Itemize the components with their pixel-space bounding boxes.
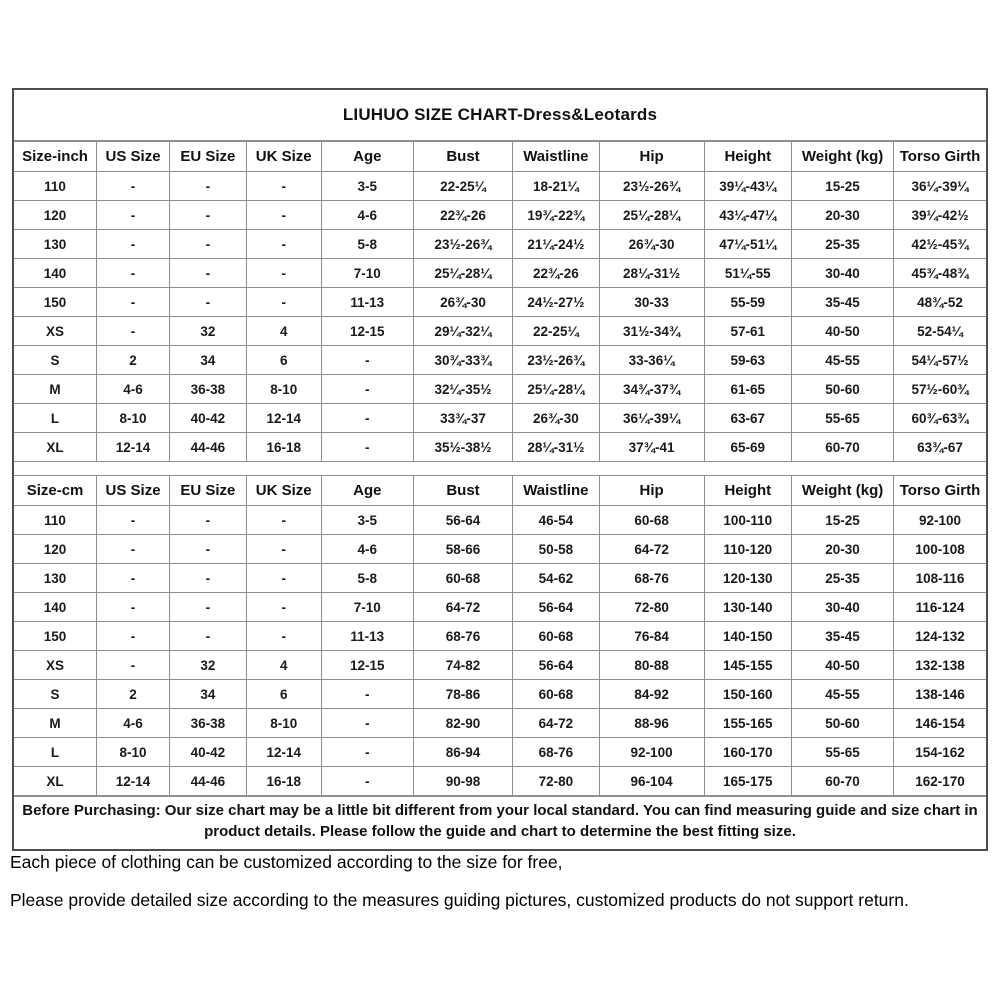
table-cell: -: [170, 259, 247, 288]
table-cell: 45-55: [792, 680, 894, 709]
table-cell: 35-45: [792, 288, 894, 317]
table-cell: -: [170, 288, 247, 317]
table-cell: 60-70: [792, 433, 894, 462]
table-cell: 55-65: [792, 404, 894, 433]
size-chart: [12, 88, 988, 851]
column-header: Hip: [599, 142, 704, 172]
table-cell: 7-10: [321, 259, 413, 288]
table-cell: -: [97, 317, 170, 346]
table-cell: 64-72: [413, 593, 512, 622]
table-row: [14, 172, 986, 201]
table-row: [14, 535, 986, 564]
table-cell: 40-42: [170, 404, 247, 433]
table-cell: 140: [14, 593, 97, 622]
table-cell: 82-90: [413, 709, 512, 738]
table-cell: 20-30: [792, 201, 894, 230]
table-cell: 88-96: [599, 709, 704, 738]
table-cell: 145-155: [704, 651, 791, 680]
size-table-cm: [14, 475, 986, 796]
table-cell: 44-46: [170, 767, 247, 796]
table-cell: -: [97, 593, 170, 622]
table-cell: 4-6: [321, 201, 413, 230]
table-cell: 68-76: [513, 738, 600, 767]
table-cell: 26¾-30: [513, 404, 600, 433]
table-cell: 74-82: [413, 651, 512, 680]
table-cell: 23½-26¾: [513, 346, 600, 375]
table-cell: 116-124: [894, 593, 986, 622]
table-cell: 45-55: [792, 346, 894, 375]
table-cell: -: [246, 259, 321, 288]
table-cell: -: [170, 201, 247, 230]
table-cell: 54-62: [513, 564, 600, 593]
table-cell: 72-80: [599, 593, 704, 622]
table-cell: 35½-38½: [413, 433, 512, 462]
table-cell: 60¾-63¾: [894, 404, 986, 433]
table-cell: 30-33: [599, 288, 704, 317]
table-cell: 86-94: [413, 738, 512, 767]
size-table-inch: [14, 141, 986, 462]
column-header: Age: [321, 476, 413, 506]
table-cell: 68-76: [599, 564, 704, 593]
table-cell: 23½-26¾: [599, 172, 704, 201]
table-cell: 16-18: [246, 767, 321, 796]
table-cell: -: [170, 622, 247, 651]
table-cell: -: [97, 535, 170, 564]
table-cell: 20-30: [792, 535, 894, 564]
column-header: US Size: [97, 476, 170, 506]
table-cell: 68-76: [413, 622, 512, 651]
column-header: Bust: [413, 142, 512, 172]
table-cell: -: [170, 535, 247, 564]
table-cell: 2: [97, 346, 170, 375]
table-cell: 120: [14, 535, 97, 564]
table-cell: -: [246, 564, 321, 593]
column-header: Height: [704, 142, 791, 172]
table-cell: 12-15: [321, 317, 413, 346]
table-cell: 146-154: [894, 709, 986, 738]
table-cell: 15-25: [792, 172, 894, 201]
table-cell: 36-38: [170, 375, 247, 404]
table-cell: -: [321, 767, 413, 796]
table-cell: 25¼-28¼: [599, 201, 704, 230]
table-cell: 6: [246, 680, 321, 709]
table-row: [14, 259, 986, 288]
table-cell: -: [97, 201, 170, 230]
table-cell: 19¾-22¾: [513, 201, 600, 230]
table-cell: 28¼-31½: [513, 433, 600, 462]
table-cell: -: [246, 201, 321, 230]
table-cell: -: [97, 506, 170, 535]
table-cell: 64-72: [599, 535, 704, 564]
table-cell: -: [246, 622, 321, 651]
table-cell: -: [170, 564, 247, 593]
table-cell: 33¾-37: [413, 404, 512, 433]
table-cell: 22¾-26: [513, 259, 600, 288]
table-cell: 50-60: [792, 375, 894, 404]
table-cell: 36¼-39¼: [599, 404, 704, 433]
table-cell: 26¾-30: [599, 230, 704, 259]
table-cell: 4-6: [321, 535, 413, 564]
table-cell: -: [246, 535, 321, 564]
table-cell: 40-50: [792, 651, 894, 680]
table-cell: 50-58: [513, 535, 600, 564]
table-cell: 120: [14, 201, 97, 230]
column-header: Bust: [413, 476, 512, 506]
table-cell: 150: [14, 622, 97, 651]
table-cell: 8-10: [246, 375, 321, 404]
table-cell: 50-60: [792, 709, 894, 738]
table-cell: 5-8: [321, 564, 413, 593]
column-header: Weight (kg): [792, 142, 894, 172]
table-row: [14, 288, 986, 317]
table-cell: 110: [14, 506, 97, 535]
table-cell: XS: [14, 651, 97, 680]
table-cell: 55-65: [792, 738, 894, 767]
table-cell: 84-92: [599, 680, 704, 709]
note-no-return: Please provide detailed size according to the measures guiding pictures, customized products do not support return.: [10, 890, 909, 910]
table-cell: 2: [97, 680, 170, 709]
table-cell: 138-146: [894, 680, 986, 709]
table-cell: 56-64: [513, 593, 600, 622]
table-cell: 60-68: [413, 564, 512, 593]
table-gap: [14, 462, 986, 475]
table-row: [14, 230, 986, 259]
table-cell: -: [97, 564, 170, 593]
table-cell: 22-25¼: [513, 317, 600, 346]
table-cell: XS: [14, 317, 97, 346]
table-cell: 11-13: [321, 288, 413, 317]
table-row: [14, 680, 986, 709]
table-cell: 90-98: [413, 767, 512, 796]
table-cell: -: [321, 680, 413, 709]
table-cell: 26¾-30: [413, 288, 512, 317]
table-cell: 65-69: [704, 433, 791, 462]
table-cell: 25¼-28¼: [513, 375, 600, 404]
table-cell: 60-68: [599, 506, 704, 535]
table-cell: 150-160: [704, 680, 791, 709]
table-cell: 124-132: [894, 622, 986, 651]
table-cell: 63-67: [704, 404, 791, 433]
column-header: Height: [704, 476, 791, 506]
header-row: [14, 476, 986, 506]
column-header: EU Size: [170, 142, 247, 172]
table-cell: -: [97, 172, 170, 201]
table-cell: -: [97, 288, 170, 317]
table-cell: 57-61: [704, 317, 791, 346]
table-cell: 21¼-24½: [513, 230, 600, 259]
table-cell: 30-40: [792, 593, 894, 622]
table-cell: 52-54¼: [894, 317, 986, 346]
table-cell: M: [14, 709, 97, 738]
table-row: [14, 433, 986, 462]
table-cell: 162-170: [894, 767, 986, 796]
table-cell: 47¼-51¼: [704, 230, 791, 259]
table-cell: 4: [246, 317, 321, 346]
column-header: EU Size: [170, 476, 247, 506]
table-cell: 39¼-42½: [894, 201, 986, 230]
table-cell: 34¾-37¾: [599, 375, 704, 404]
before-purchasing-note: Before Purchasing: Our size chart may be a little bit different from your local standard. You can find measuring guide and size chart in product details. Please follow the guide and chart to determine the best fitting size.: [14, 796, 986, 849]
table-cell: 64-72: [513, 709, 600, 738]
table-cell: 4-6: [97, 709, 170, 738]
table-row: [14, 506, 986, 535]
table-row: [14, 404, 986, 433]
column-header: UK Size: [246, 476, 321, 506]
column-header: Hip: [599, 476, 704, 506]
table-row: [14, 346, 986, 375]
table-cell: 155-165: [704, 709, 791, 738]
table-cell: 63¾-67: [894, 433, 986, 462]
table-cell: 59-63: [704, 346, 791, 375]
table-cell: XL: [14, 767, 97, 796]
table-cell: 32¼-35½: [413, 375, 512, 404]
note-customized-free: Each piece of clothing can be customized according to the size for free,: [10, 852, 563, 872]
table-cell: 30¾-33¾: [413, 346, 512, 375]
table-cell: 8-10: [97, 404, 170, 433]
table-cell: -: [97, 259, 170, 288]
table-cell: -: [321, 404, 413, 433]
table-cell: 48¾-52: [894, 288, 986, 317]
table-cell: 60-70: [792, 767, 894, 796]
table-cell: 120-130: [704, 564, 791, 593]
table-cell: 24½-27½: [513, 288, 600, 317]
table-cell: 100-110: [704, 506, 791, 535]
table-cell: 80-88: [599, 651, 704, 680]
table-row: [14, 651, 986, 680]
table-cell: 61-65: [704, 375, 791, 404]
table-cell: 29¼-32¼: [413, 317, 512, 346]
table-cell: 23½-26¾: [413, 230, 512, 259]
table-row: [14, 738, 986, 767]
table-cell: 15-25: [792, 506, 894, 535]
table-cell: 72-80: [513, 767, 600, 796]
table-cell: -: [246, 506, 321, 535]
table-cell: 30-40: [792, 259, 894, 288]
table-row: [14, 709, 986, 738]
table-cell: 43¼-47¼: [704, 201, 791, 230]
column-header: Weight (kg): [792, 476, 894, 506]
table-cell: 58-66: [413, 535, 512, 564]
table-cell: 51¼-55: [704, 259, 791, 288]
table-cell: -: [246, 593, 321, 622]
table-cell: 40-50: [792, 317, 894, 346]
table-cell: 36-38: [170, 709, 247, 738]
table-cell: 140: [14, 259, 97, 288]
table-cell: 34: [170, 346, 247, 375]
table-cell: 32: [170, 317, 247, 346]
table-cell: -: [170, 172, 247, 201]
table-cell: 35-45: [792, 622, 894, 651]
table-cell: 33-36¼: [599, 346, 704, 375]
table-row: [14, 375, 986, 404]
table-cell: 130: [14, 564, 97, 593]
table-cell: 40-42: [170, 738, 247, 767]
table-cell: L: [14, 738, 97, 767]
table-cell: 44-46: [170, 433, 247, 462]
table-cell: 165-175: [704, 767, 791, 796]
table-cell: 56-64: [413, 506, 512, 535]
table-cell: 22¾-26: [413, 201, 512, 230]
table-row: [14, 317, 986, 346]
table-cell: 8-10: [246, 709, 321, 738]
column-header: Size-inch: [14, 142, 97, 172]
table-cell: 5-8: [321, 230, 413, 259]
table-cell: -: [321, 433, 413, 462]
table-cell: 154-162: [894, 738, 986, 767]
table-cell: 57½-60¾: [894, 375, 986, 404]
table-cell: 25¼-28¼: [413, 259, 512, 288]
table-cell: 46-54: [513, 506, 600, 535]
table-cell: 12-15: [321, 651, 413, 680]
table-cell: 6: [246, 346, 321, 375]
table-cell: 25-35: [792, 230, 894, 259]
table-row: [14, 564, 986, 593]
table-cell: -: [246, 230, 321, 259]
table-cell: 18-21¼: [513, 172, 600, 201]
table-cell: 108-116: [894, 564, 986, 593]
table-cell: 11-13: [321, 622, 413, 651]
table-cell: 36¼-39¼: [894, 172, 986, 201]
table-cell: -: [170, 593, 247, 622]
table-cell: 8-10: [97, 738, 170, 767]
table-cell: 60-68: [513, 680, 600, 709]
column-header: Waistline: [513, 476, 600, 506]
table-cell: 78-86: [413, 680, 512, 709]
table-cell: 12-14: [97, 767, 170, 796]
table-cell: M: [14, 375, 97, 404]
table-cell: -: [97, 651, 170, 680]
table-cell: -: [246, 288, 321, 317]
table-cell: -: [321, 709, 413, 738]
column-header: Waistline: [513, 142, 600, 172]
chart-title: LIUHUO SIZE CHART-Dress&Leotards: [14, 90, 986, 141]
column-header: US Size: [97, 142, 170, 172]
table-cell: -: [97, 230, 170, 259]
table-cell: 7-10: [321, 593, 413, 622]
table-cell: 132-138: [894, 651, 986, 680]
customization-notes: [10, 852, 990, 928]
table-row: [14, 622, 986, 651]
column-header: Age: [321, 142, 413, 172]
table-cell: 45¾-48¾: [894, 259, 986, 288]
table-cell: 76-84: [599, 622, 704, 651]
header-row: [14, 142, 986, 172]
table-cell: 25-35: [792, 564, 894, 593]
table-row: [14, 767, 986, 796]
column-header: Size-cm: [14, 476, 97, 506]
table-cell: 3-5: [321, 172, 413, 201]
table-cell: 160-170: [704, 738, 791, 767]
table-cell: -: [321, 738, 413, 767]
table-cell: 92-100: [894, 506, 986, 535]
table-row: [14, 593, 986, 622]
table-cell: -: [246, 172, 321, 201]
table-cell: 140-150: [704, 622, 791, 651]
table-row: [14, 201, 986, 230]
table-cell: 60-68: [513, 622, 600, 651]
table-cell: 37¾-41: [599, 433, 704, 462]
table-cell: -: [170, 230, 247, 259]
table-cell: 100-108: [894, 535, 986, 564]
column-header: UK Size: [246, 142, 321, 172]
table-cell: 92-100: [599, 738, 704, 767]
table-cell: 3-5: [321, 506, 413, 535]
table-cell: 22-25¼: [413, 172, 512, 201]
table-cell: 54¼-57½: [894, 346, 986, 375]
table-cell: 42½-45¾: [894, 230, 986, 259]
column-header: Torso Girth: [894, 476, 986, 506]
table-cell: 28¼-31½: [599, 259, 704, 288]
table-cell: 150: [14, 288, 97, 317]
table-cell: 34: [170, 680, 247, 709]
table-cell: 4: [246, 651, 321, 680]
table-cell: XL: [14, 433, 97, 462]
table-cell: 12-14: [246, 738, 321, 767]
table-cell: 16-18: [246, 433, 321, 462]
table-cell: 110-120: [704, 535, 791, 564]
table-cell: 55-59: [704, 288, 791, 317]
table-cell: -: [321, 375, 413, 404]
table-cell: S: [14, 346, 97, 375]
table-cell: 56-64: [513, 651, 600, 680]
table-cell: 32: [170, 651, 247, 680]
table-cell: 130: [14, 230, 97, 259]
table-cell: -: [321, 346, 413, 375]
table-cell: 130-140: [704, 593, 791, 622]
table-cell: -: [170, 506, 247, 535]
table-cell: 110: [14, 172, 97, 201]
table-cell: 12-14: [246, 404, 321, 433]
table-cell: -: [97, 622, 170, 651]
table-cell: S: [14, 680, 97, 709]
table-cell: 39¼-43¼: [704, 172, 791, 201]
table-cell: 4-6: [97, 375, 170, 404]
column-header: Torso Girth: [894, 142, 986, 172]
table-cell: 96-104: [599, 767, 704, 796]
table-cell: 12-14: [97, 433, 170, 462]
table-cell: L: [14, 404, 97, 433]
table-cell: 31½-34¾: [599, 317, 704, 346]
